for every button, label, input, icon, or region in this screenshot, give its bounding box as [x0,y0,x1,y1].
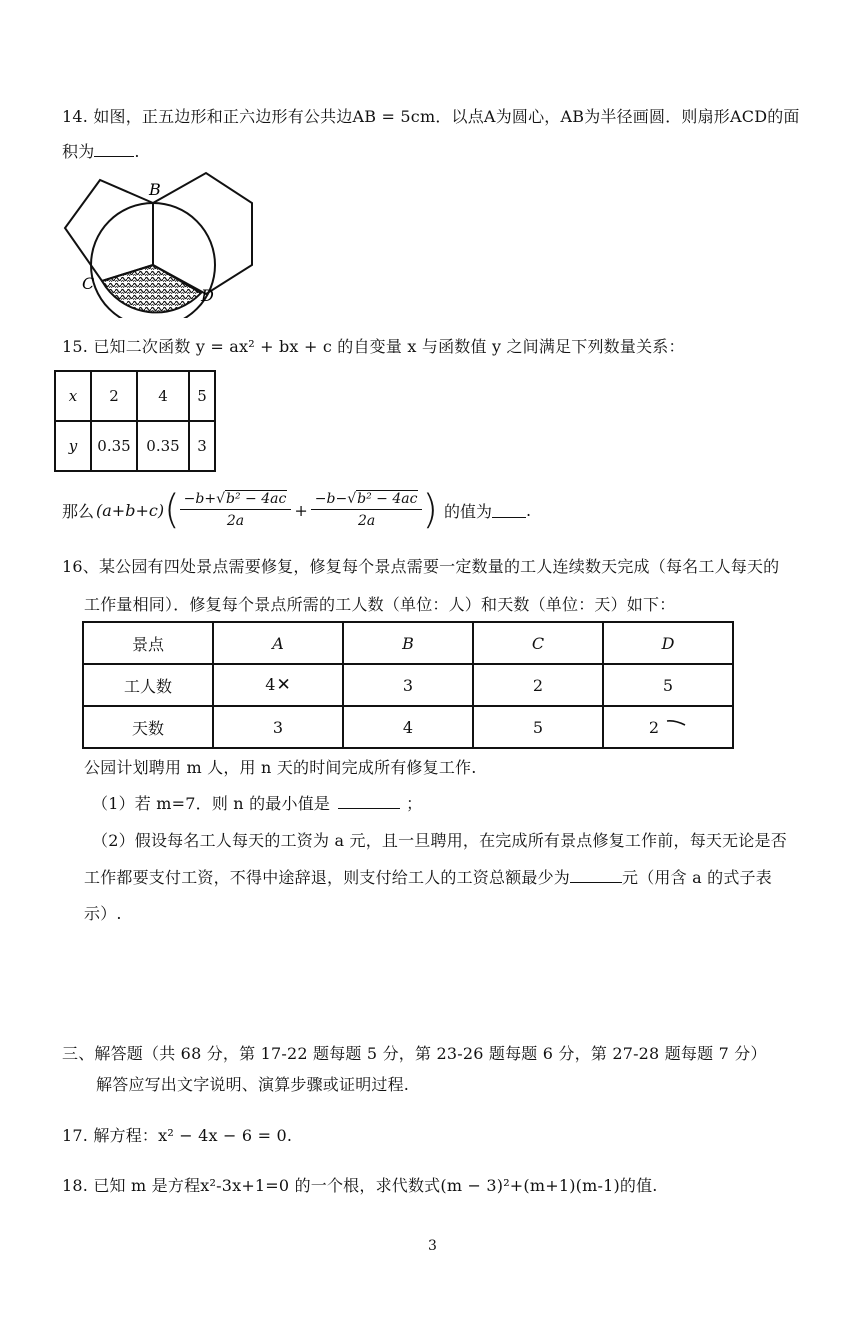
cell-value: 2 [648,718,660,737]
frac1-num-a: −b+ [183,491,217,507]
frac1-den: 2a [226,513,245,529]
q16-hire-line: 公园计划聘用 m 人，用 n 天的时间完成所有修复工作. [84,758,477,777]
frac2-num-root: b² − 4ac [357,491,418,507]
q16-part2-line1: （2）假设每名工人每天的工资为 a 元，且一旦聘用，在完成所有景点修复工作前，每天无论是否 [92,831,787,850]
q15-value-table [54,370,216,472]
table-cell: 3 [189,421,215,471]
q15-end: . [526,500,532,520]
q15-fraction-1: $\frac{\text{−b+√b² − 4ac}}{2a}$ [180,491,292,529]
q16-part1-end: ； [406,794,423,813]
q16-part2-line2-end: 元（用含 a 的式子表 [622,868,772,887]
q16-part2-blank [570,868,622,883]
section3-title: 三、解答题（共 68 分，第 17-22 题每题 5 分，第 23-26 题每题 6 分，第 27-28 题每题 7 分） [62,1044,767,1063]
table-row [83,622,733,664]
q15-answer-blank [492,503,526,518]
table-cell: 天数 [83,706,213,748]
q16-part1 [92,793,422,815]
q16-part1-text: （1）若 m=7．则 n 的最小值是 [92,794,331,813]
table-cell: 工人数 [83,664,213,706]
table-cell: x [55,371,91,421]
table-header: D [603,622,733,664]
table-cell: 0.35 [137,421,189,471]
right-paren: ) [422,487,439,533]
table-cell: 4 [137,371,189,421]
table-row [83,664,733,706]
page-number: 3 [428,1238,437,1254]
label-c: C [82,274,95,293]
table-cell: 2 [91,371,137,421]
table-cell [213,664,343,706]
frac2-num-a: −b− [314,491,348,507]
table-row [55,371,215,421]
table-cell: 5 [473,706,603,748]
section3-note: 解答应写出文字说明、演算步骤或证明过程. [96,1075,410,1094]
pentagon-shape [65,180,153,281]
plus-sign: + [294,500,308,520]
q18-text: 18. 已知 m 是方程x²-3x+1=0 的一个根，求代数式(m − 3)²+(m+1)(m-1)的值. [62,1176,658,1195]
table-header: B [343,622,473,664]
table-header: 景点 [83,622,213,664]
q14-line1: 14. 如图，正五边形和正六边形有公共边AB = 5cm．以点A为圆心，AB为半径画圆．则扇形ACD的面 [62,107,800,126]
table-header: A [213,622,343,664]
frac2-den: 2a [357,513,376,529]
q14-line2 [62,141,140,163]
q15-fraction-2: $\frac{\text{−b−√b² − 4ac}}{2a}$ [311,491,423,529]
q14-line2-end: . [134,142,140,161]
left-paren: ( [164,487,180,533]
q15-expr-factor: (a+b+c) [96,500,165,520]
q16-part2-line3: 示）. [84,904,122,923]
handwritten-cross-mark: ✕ [276,675,291,694]
q15-intro: 15. 已知二次函数 y = ax² + bx + c 的自变量 x 与函数值 y 之间满足下列数量关系： [62,337,685,356]
q16-sites-table [82,621,734,749]
table-row [55,421,215,471]
q17-text: 17. 解方程：x² − 4x − 6 = 0. [62,1126,293,1145]
table-cell [603,706,733,748]
q16-part1-blank [338,794,400,809]
table-cell: 2 [473,664,603,706]
table-cell: 5 [603,664,733,706]
q16-part2-line2 [84,867,772,889]
q16-line2: 工作量相同）．修复每个景点所需的工人数（单位：人）和天数（单位：天）如下： [84,595,676,614]
table-cell: y [55,421,91,471]
table-header: C [473,622,603,664]
q16-line1: 16、某公园有四处景点需要修复，修复每个景点需要一定数量的工人连续数天完成（每名工人每天的 [62,557,780,576]
table-cell: 4 [343,706,473,748]
frac1-num-root: b² − 4ac [226,491,287,507]
table-cell: 0.35 [91,421,137,471]
handwritten-dash-mark [665,717,687,729]
table-cell: 3 [343,664,473,706]
q15-expr-prefix: 那么 [62,501,95,521]
q16-part2-line2-text: 工作都要支付工资，不得中途辞退，则支付给工人的工资总额最少为 [84,868,571,887]
table-cell: 3 [213,706,343,748]
table-cell: 5 [189,371,215,421]
label-d: D [201,286,214,305]
q14-line2-text: 积为 [62,142,95,161]
q15-expression [62,484,531,536]
q14-figure [55,168,275,318]
sector-acd-shape [102,265,201,312]
q15-suffix: 的值为 [444,501,493,521]
q14-answer-blank [94,142,134,157]
label-b: B [149,180,161,199]
table-row [83,706,733,748]
cell-value: 4 [265,675,276,694]
